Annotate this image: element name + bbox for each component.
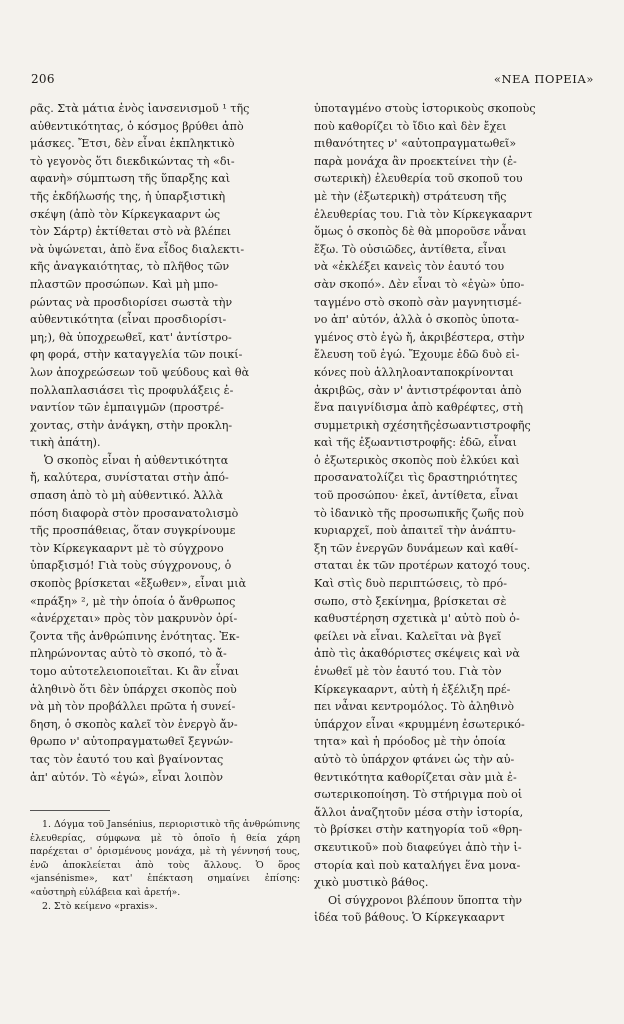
text-line: πλαστῶν προσώπων. Καὶ μὴ μπο- bbox=[30, 277, 219, 291]
text-line: σπαση ἀπὸ τὸ μὴ αὐθεντικό. Ἀλλὰ bbox=[30, 489, 223, 503]
text-line: αὐθεντικότητας, ὁ κόσμος βρύθει ἀπὸ bbox=[30, 119, 244, 133]
text-line: Ὁ σκοπὸς εἶναι ἡ αὐθεντικότητα bbox=[44, 453, 229, 467]
text-line: νὰ «ἐκλέξει κανεὶς τὸν ἑαυτό του bbox=[314, 260, 505, 274]
text-line: τὸ ἰδανικὸ τῆς προσωπικῆς ζωῆς ποὺ bbox=[314, 506, 524, 520]
footnote-2: 2. Στὸ κείμενο «praxis». bbox=[42, 900, 158, 912]
text-line: ἐλευθερίας του. Γιὰ τὸν Κίρκεγκααρντ bbox=[314, 207, 533, 221]
text-line: αὐτὸ τὸ ὑπάρχον φτάνει ὡς τὴν αὐ- bbox=[314, 752, 515, 766]
text-line: φείλει νὰ εἶναι. Καλεῖται νὰ βγεῖ bbox=[314, 629, 502, 643]
text-line: ταγμένο στὸ σκοπὸ σὰν μαγνητισμέ- bbox=[314, 295, 522, 309]
text-line: στορία καὶ ποὺ καταλήγει ἕνα μονα- bbox=[314, 858, 521, 872]
text-line: τικὴ ἀπάτη). bbox=[30, 436, 101, 450]
text-line: κυριαρχεῖ, ποὺ ἀπαιτεῖ τὴν ἀνάπτυ- bbox=[314, 524, 516, 538]
text-line: πληρώνοντας αὐτὸ τὸ σκοπό, τὸ ἄ- bbox=[30, 647, 227, 661]
text-line: δηση, ὁ σκοπὸς καλεῖ τὸν ἐνεργὸ ἄν- bbox=[30, 717, 238, 731]
text-line: ἀπ' αὐτόν. Τὸ «ἐγώ», εἶναι λοιπὸν bbox=[30, 770, 224, 784]
text-line: σωπο, στὸ ξεκίνημα, βρίσκεται σὲ bbox=[314, 594, 507, 608]
text-line: ἕνα παιγνίδισμα ἀπὸ καθρέφτες, στὴ bbox=[314, 401, 524, 415]
text-line: σὰν σκοπό». Δὲν εἶναι τὸ «ἐγὼ» ὑπο- bbox=[314, 277, 525, 291]
text-line: παρὰ μονάχα ἂν προεκτείνει τὴν (ἐ- bbox=[314, 154, 517, 168]
right-column bbox=[314, 100, 592, 927]
footnotes bbox=[30, 818, 300, 913]
text-line: συμμετρικὴ σχέσητῆςἐσωαντιστροφῆς bbox=[314, 418, 531, 432]
text-line: λων ἀποχρεώσεων τοῦ ψεύδους καὶ θὰ bbox=[30, 365, 250, 379]
text-line: ναντίον τῶν ἐμπαιγμῶν (προστρέ- bbox=[30, 401, 224, 415]
text-line: σκέψη (ἀπὸ τὸν Κίρκεγκααρντ ὡς bbox=[30, 207, 221, 221]
text-line: τας τὸν ἑαυτό του καὶ βγαίνοντας bbox=[30, 752, 224, 766]
text-line: Καὶ στὶς δυὸ περιπτώσεις, τὸ πρό- bbox=[314, 577, 507, 591]
text-line: ὑπαρξισμό! Γιὰ τοὺς σύγχρονους, ὁ bbox=[30, 559, 232, 573]
text-line: ἀληθινὸ ὅτι δὲν ὑπάρχει σκοπὸς ποὺ bbox=[30, 682, 237, 696]
left-column bbox=[30, 100, 308, 786]
page-number: 206 bbox=[31, 72, 55, 86]
text-line: τὸν Κίρκεγκααρντ μὲ τὸ σύγχρονο bbox=[30, 541, 224, 555]
text-line: αφανὴ» σύμπτωση τῆς ὕπαρξης καὶ bbox=[30, 172, 231, 186]
text-line: μάσκες. Ἔτσι, δὲν εἶναι ἐκπληκτικὸ bbox=[30, 137, 235, 151]
text-line: τῆς προσπάθειας, ὅταν συγκρίνουμε bbox=[30, 524, 236, 538]
text-line: τοῦ προσώπου· ἐκεῖ, ἀντίθετα, εἶναι bbox=[314, 489, 519, 503]
text-line: καὶ τῆς ἐξωαντιστροφῆς: ἐδῶ, εἶναι bbox=[314, 436, 517, 450]
text-line: ὑποταγμένο στοὺς ἱστορικοὺς σκοποὺς bbox=[314, 102, 536, 115]
text-line: κῆς ἀναγκαιότητας, τὸ πλῆθος τῶν bbox=[30, 260, 230, 274]
text-line: νὰ μὴ τὸν προβάλλει πρῶτα ἡ συνεί- bbox=[30, 700, 236, 714]
text-line: τὸ βρίσκει στὴν κατηγορία τοῦ «θρη- bbox=[314, 823, 523, 837]
text-line: αὐθεντικότητα (εἶναι προσδιορίσι- bbox=[30, 313, 227, 327]
text-line: ἔλευση τοῦ ἐγώ. Ἔχουμε ἐδῶ δυὸ εἰ- bbox=[314, 348, 520, 362]
text-line: ἔξω. Τὸ οὐσιῶδες, ἀντίθετα, εἶναι bbox=[314, 242, 507, 256]
text-line: ρᾶς. Στὰ μάτια ἑνὸς ἰανσενισμοῦ ¹ τῆς bbox=[30, 102, 250, 115]
text-line: τὸ γεγονὸς ὅτι διεκδικώντας τὴ «δι- bbox=[30, 154, 235, 168]
text-line: ὅμως ὁ σκοπὸς δὲ θὰ μποροῦσε νἆναι bbox=[314, 225, 527, 239]
text-line: σκευτικοῦ» ποὺ διαφεύγει ἀπὸ τὴν ἱ- bbox=[314, 840, 522, 854]
footnote-1: 1. Δόγμα τοῦ Jansénius, περιοριστικὸ τῆς ἀνθρώπινης ἐλευθερίας, σύμφωνα μὲ τὸ ὁποῖο ἡ θεία χάρη παρέχεται σ' ὁρισμένους μονάχα, μὲ τὴ γέννησή τους, ἐνῶ ἀποκλείεται ἀπὸ τοὺς ἄλλους. Ὁ ὅρος «jansénisme», κατ' ἐπέκταση σημαίνει ἐπίσης: «αὐστηρὴ εὐλάβεια καὶ ἀρετή». bbox=[30, 819, 300, 898]
text-line: χοντας, στὴν ἀνάγκη, στὴν προκλη- bbox=[30, 418, 233, 432]
text-line: γμένος στὸ ἐγὼ ἤ, ἀκριβέστερα, στὴν bbox=[314, 330, 525, 344]
text-line: Κίρκεγκααρντ, αὐτὴ ἡ ἐξέλιξη πρέ- bbox=[314, 682, 511, 696]
text-line: ζοντα τῆς ἀνθρώπινης ἑνότητας. Ἐκ- bbox=[30, 629, 240, 643]
text-line: τὸν Σάρτρ) ἐκτίθεται στὸ νὰ βλέπει bbox=[30, 225, 232, 239]
text-line: χικὸ μυστικὸ βάθος. bbox=[314, 876, 429, 890]
running-head: «ΝΕΑ ΠΟΡΕΙΑ» bbox=[493, 72, 594, 86]
text-line: ἰδέα τοῦ βάθους. Ὁ Κίρκεγκααρντ bbox=[314, 911, 506, 925]
text-line: ἀπὸ τὶς ἀκαθόριστες σκέψεις καὶ νὰ bbox=[314, 647, 520, 661]
text-line: σωτερικὴ) ἐλευθερία τοῦ σκοποῦ του bbox=[314, 172, 523, 186]
text-line: ὁ ἐξωτερικὸς σκοπὸς ποὺ ἑλκύει καὶ bbox=[314, 453, 520, 467]
text-line: ἤ, καλύτερα, συνίσταται στὴν ἀπό- bbox=[30, 471, 229, 485]
text-line: πει νἆναι κεντρομόλος. Τὸ ἀληθινὸ bbox=[314, 700, 515, 714]
text-line: νο ἀπ' αὐτόν, ἀλλὰ ὁ σκοπὸς ὑποτα- bbox=[314, 313, 519, 327]
text-line: πόση διαφορὰ στὸν προσανατολισμὸ bbox=[30, 506, 239, 520]
text-line: Οἱ σύγχρονοι βλέπουν ὕποπτα τὴν bbox=[328, 893, 523, 907]
text-line: τῆς ἐκδήλωσής της, ἡ ὑπαρξιστικὴ bbox=[30, 189, 226, 203]
text-line: προσανατολίζει τὶς δραστηριότητες bbox=[314, 471, 518, 485]
text-line: σκοπὸς βρίσκεται «ἔξωθεν», εἶναι μιὰ bbox=[30, 577, 247, 591]
text-line: πολλαπλασιάσει τὶς προφυλάξεις ἐ- bbox=[30, 383, 234, 397]
text-line: πιθανότητες ν' «αὐτοπραγματωθεῖ» bbox=[314, 137, 517, 151]
text-line: ἑνωθεῖ μὲ τὸν ἑαυτό του. Γιὰ τὸν bbox=[314, 665, 502, 678]
footnote-divider bbox=[30, 810, 110, 811]
text-line: ρώντας νὰ προσδιορίσει σωστὰ τὴν bbox=[30, 295, 233, 309]
text-line: θεντικότητα καθορίζεται σὰν μιὰ ἐ- bbox=[314, 770, 517, 784]
text-line: «πράξη» ², μὲ τὴν ὁποία ὁ ἄνθρωπος bbox=[30, 594, 236, 608]
text-line: θρωπο ν' αὐτοπραγματωθεῖ ξεγνών- bbox=[30, 735, 234, 749]
text-line: «ἀνέρχεται» πρὸς τὸν μακρυνὸν ὁρί- bbox=[30, 612, 238, 626]
text-line: ἀκριβῶς, σὰν ν' ἀντιστρέφονται ἀπὸ bbox=[314, 383, 522, 397]
text-line: ἄλλοι ἀναζητοῦν μέσα στὴν ἱστορία, bbox=[314, 805, 524, 819]
text-line: ὑπάρχον εἶναι «κρυμμένη ἐσωτερικό- bbox=[314, 717, 525, 731]
text-line: καθυστέρηση σχετικὰ μ' αὐτὸ ποὺ ὀ- bbox=[314, 612, 520, 626]
text-line: σωτερικοποίηση. Τὸ στήριγμα ποὺ οἱ bbox=[314, 788, 523, 802]
text-line: μη;), θὰ ὑποχρεωθεῖ, κατ' ἀντίστρο- bbox=[30, 330, 232, 344]
text-line: σταται ἐκ τῶν προτέρων κατοχό τους. bbox=[314, 559, 531, 573]
text-line: τομο αὐτοτελειοποιεῖται. Κι ἂν εἶναι bbox=[30, 665, 240, 678]
text-line: τητα» καὶ ἡ πρόοδος μὲ τὴν ὁποία bbox=[314, 735, 506, 749]
text-line: ποὺ καθορίζει τὸ ἴδιο καὶ δὲν ἔχει bbox=[314, 119, 507, 133]
text-line: κόνες ποὺ ἀλληλοανταποκρίνονται bbox=[314, 365, 514, 379]
text-line: ξη τῶν ἐνεργῶν δυνάμεων καὶ καθί- bbox=[314, 541, 519, 555]
text-line: νὰ ὑψώνεται, ἀπὸ ἕνα εἶδος διαλεκτι- bbox=[30, 242, 245, 256]
text-line: μὲ τὴν (ἐξωτερικὴ) στράτευση τῆς bbox=[314, 189, 507, 203]
text-line: φη φορά, στὴν καταγγελία τῶν ποικί- bbox=[30, 348, 243, 362]
